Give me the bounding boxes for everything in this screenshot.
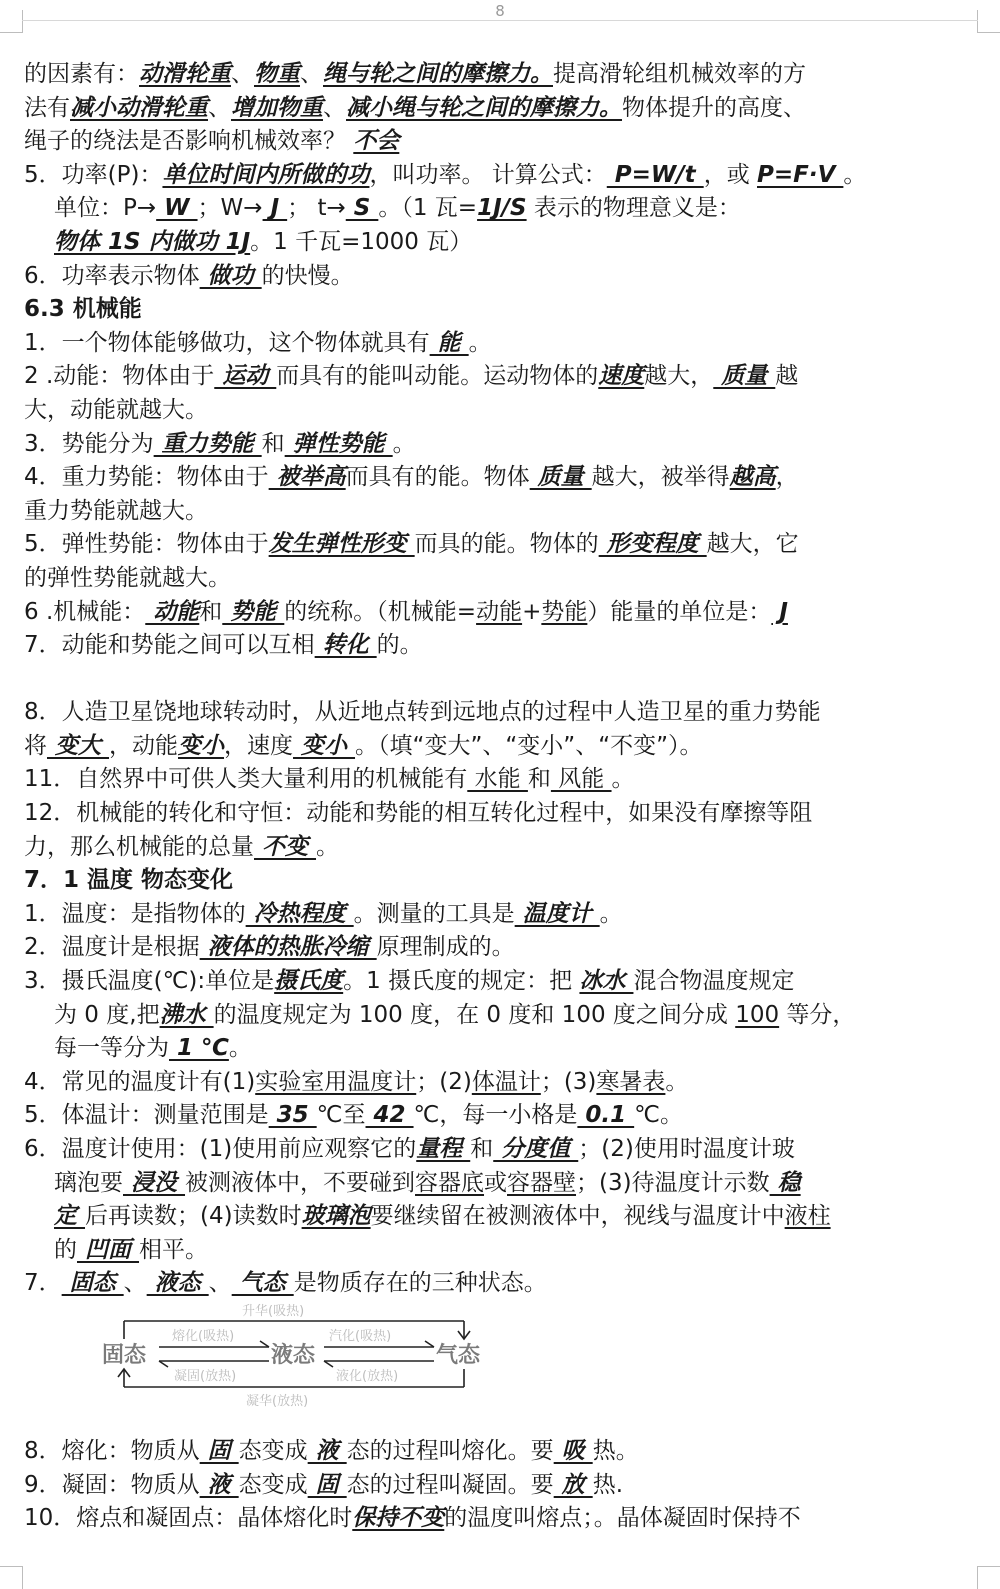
line-text: 的: [54, 1236, 77, 1263]
text-line: [24, 898, 924, 932]
line-text: 6 .机械能：: [24, 598, 146, 625]
answer-text: 变小: [293, 732, 356, 759]
answer-text: W: [156, 195, 198, 222]
text-line: [24, 192, 924, 226]
answer-text: 发生弹性形变: [268, 531, 415, 558]
line-text: 、: [208, 1270, 232, 1297]
line-text: 将: [24, 732, 47, 759]
line-text: 绳子的绕法是否影响机械效率？: [24, 128, 354, 155]
line-text: ； t→: [287, 195, 346, 222]
line-text: ；(3): [540, 1068, 597, 1095]
answer-text: 减小动滑轮重: [70, 94, 208, 121]
text-line: [24, 999, 924, 1033]
answer-text: 运动: [214, 363, 277, 390]
line-text: 7．1 温度 物态变化: [24, 867, 234, 894]
answer-text: 冰水: [579, 968, 634, 995]
line-text: 越大，它: [706, 531, 799, 558]
line-text: 的弹性势能就越大。: [24, 564, 231, 591]
line-text: 而具的能。物体的: [414, 531, 599, 558]
line-text: 。1 千瓦=1000 瓦）: [250, 228, 473, 255]
line-text: 4．常见的温度计有(1): [24, 1068, 256, 1095]
answer-text: 不变: [254, 833, 317, 860]
text-line: [24, 428, 924, 462]
diagram-label-desublimation: 凝华(放热): [246, 1393, 309, 1409]
underlined-text: 容器壁: [507, 1169, 577, 1196]
line-text: 4．重力势能：物体由于: [24, 464, 269, 491]
line-text: ℃，每一小格是: [413, 1102, 578, 1129]
underlined-text: 体温计: [471, 1068, 541, 1095]
line-text: 11．自然界中可供人类大量利用的机械能有: [24, 766, 468, 793]
line-text: 3．势能分为: [24, 430, 154, 457]
line-text: 的温度叫熔点；。晶体凝固时保持不: [444, 1505, 801, 1532]
line-text: 原理制成的。: [376, 934, 515, 961]
line-text: 7．: [24, 1270, 62, 1297]
line-text: 或: [484, 1169, 508, 1196]
diagram-node-solid: 固态: [102, 1342, 147, 1368]
answer-text: 液: [307, 1437, 347, 1464]
underlined-text: 液柱: [784, 1203, 831, 1230]
line-text: 。1 摄氏度的规定：把: [343, 968, 580, 995]
line-text: 热.: [592, 1471, 623, 1498]
text-line: [24, 831, 924, 865]
answer-text: 分度值: [493, 1136, 579, 1162]
line-text: 5．体温计：测量范围是: [24, 1102, 269, 1129]
line-text: 态变成: [238, 1471, 308, 1498]
answer-text: 弹性势能: [284, 430, 393, 457]
answer-text: 固: [307, 1471, 347, 1498]
section-heading: [24, 864, 924, 898]
line-text: ，叫功率。 计算公式：: [369, 161, 607, 188]
line-text: 。: [228, 1035, 252, 1062]
line-text: 而具有的能。物体: [345, 464, 530, 491]
line-text: 6．温度计使用：(1)使用前应观察它的: [24, 1136, 417, 1162]
line-text: ，或: [703, 161, 757, 188]
text-line: [24, 1133, 924, 1167]
answer-text: 冷热程度: [245, 900, 354, 927]
underlined-text: 实验室用温度计: [255, 1068, 417, 1095]
text-line: [24, 495, 924, 529]
answer-text: 动滑轮重: [139, 61, 231, 87]
answer-text: 绳与轮之间的摩擦力。: [323, 61, 553, 87]
answer-text: 能: [429, 329, 469, 356]
text-line: [24, 394, 924, 428]
answer-text: 液: [199, 1471, 239, 1498]
answer-text: 玻璃泡: [301, 1203, 371, 1230]
answer-text: P=F·V: [757, 161, 844, 188]
underlined-text: 100: [735, 1001, 780, 1028]
text-line: [24, 797, 924, 831]
line-text: 。: [392, 430, 416, 457]
line-text: 10．熔点和凝固点：晶体熔化时: [24, 1505, 353, 1532]
line-text: 越大，被举得: [591, 464, 730, 491]
answer-text: 42: [365, 1102, 414, 1129]
text-line: [24, 629, 924, 663]
line-text: 8．人造卫星饶地球转动时，从近地点转到远地点的过程中人造卫星的重力势能: [24, 699, 821, 726]
line-text: 7．动能和势能之间可以互相: [24, 632, 315, 659]
line-text: ，速度: [224, 732, 294, 759]
line-text: 。: [611, 766, 635, 793]
text-line: [24, 1066, 924, 1100]
text-line: [24, 931, 924, 965]
answer-text: 固: [199, 1437, 239, 1464]
answer-text: 稳: [769, 1169, 801, 1196]
text-line: [24, 528, 924, 562]
diagram-node-gas: 气态: [436, 1342, 481, 1368]
diagram-label-solidifying: 凝固(放热): [174, 1368, 237, 1384]
underlined-text: 动能: [476, 598, 523, 625]
line-text: 的。: [376, 632, 423, 659]
line-text: 被测液体中，不要碰到: [185, 1169, 416, 1196]
answer-text: 定: [54, 1203, 86, 1230]
line-text: 法有: [24, 94, 70, 121]
answer-text: 物重: [254, 61, 300, 87]
answer-text: 增加物重: [231, 94, 323, 121]
line-text: 态的过程叫凝固。要: [346, 1471, 554, 1498]
line-text: 物体提升的高度、: [622, 94, 806, 121]
line-text: ，动能: [109, 732, 179, 759]
line-text: 。（填“变大”、“变小”、“不变”）。: [355, 732, 703, 759]
line-text: ；(2)使用时温度计玻: [578, 1136, 795, 1162]
answer-text: 动能: [145, 598, 200, 625]
line-text: ；W→: [197, 195, 263, 222]
diagram-label-sublimation: 升华(吸热): [242, 1303, 305, 1319]
text-line: [24, 1435, 924, 1469]
line-text: 。: [468, 329, 492, 356]
line-text: ；(3)待温度计示数: [576, 1169, 770, 1196]
blank-line: [24, 663, 924, 697]
line-text: 8．熔化：物质从: [24, 1437, 200, 1464]
state-change-diagram: [24, 1301, 924, 1435]
line-text: 、: [123, 1270, 147, 1297]
line-text: 要继续留在被测液体中，视线与温度计中: [370, 1203, 785, 1230]
line-text: 提高滑轮组机械效率的方: [553, 61, 806, 87]
line-text: 混合物温度规定: [633, 968, 795, 995]
line-text: 越: [775, 363, 799, 390]
answer-text: 放: [553, 1471, 593, 1498]
answer-text: 气态: [231, 1270, 294, 1297]
line-text: 9．凝固：物质从: [24, 1471, 200, 1498]
line-text: 态的过程叫熔化。要: [346, 1437, 554, 1464]
answer-text: 形变程度: [598, 531, 707, 558]
line-text: 等分，: [779, 1001, 856, 1028]
line-text: 2 .动能：物体由于: [24, 363, 215, 390]
answer-text: 不会: [353, 128, 400, 155]
page-corner-mark: [977, 1566, 1000, 1589]
line-text: 而具有的能叫动能。运动物体的: [276, 363, 599, 390]
text-line: [24, 1032, 924, 1066]
line-text: 越大，: [644, 363, 714, 390]
answer-text: 越高: [729, 464, 776, 491]
diagram-label-vaporizing: 汽化(吸热): [329, 1328, 392, 1344]
answer-text: S: [345, 195, 379, 222]
text-line: [24, 260, 924, 294]
answer-text: 重力势能: [153, 430, 262, 457]
underlined-text: 寒暑表: [596, 1068, 666, 1095]
diagram-label-liquefying: 液化(放热): [336, 1368, 399, 1384]
answer-text: 变大: [47, 732, 110, 759]
line-text: 。: [665, 1068, 689, 1095]
line-text: 12．机械能的转化和守恒：动能和势能的相互转化过程中，如果没有摩擦等阻: [24, 800, 813, 827]
text-line: [24, 1267, 924, 1301]
text-line: [24, 1200, 924, 1234]
line-text: 的统称。（机械能=: [284, 598, 477, 625]
text-line: [24, 562, 924, 596]
line-text: 和: [470, 1136, 494, 1162]
answer-text: 沸水: [159, 1001, 214, 1028]
line-text: 、: [231, 61, 254, 87]
underlined-text: 势能: [541, 598, 588, 625]
line-text: 的因素有：: [24, 61, 139, 87]
text-line: [24, 125, 924, 159]
answer-text: J: [262, 195, 288, 222]
line-text: 和: [527, 766, 551, 793]
line-text: 每一等分为: [54, 1035, 169, 1062]
text-line: [24, 730, 924, 764]
line-text: 3．摄氏温度(℃):单位是: [24, 968, 275, 995]
page-top-rule: [22, 20, 978, 21]
text-line: [24, 58, 924, 92]
line-text: 璃泡要: [54, 1169, 123, 1196]
line-text: +: [522, 598, 542, 625]
text-line: [24, 1502, 924, 1536]
line-text: 表示的物理意义是：: [526, 195, 741, 222]
line-text: 的温度规定为 100 度，在 0 度和 100 度之间分成: [213, 1001, 736, 1028]
text-line: [24, 327, 924, 361]
answer-text: 1J/S: [477, 195, 527, 222]
answer-text: J: [771, 598, 788, 625]
answer-text: 吸: [553, 1437, 593, 1464]
line-text: 是物质存在的三种状态。: [293, 1270, 547, 1297]
underlined-text: 容器底: [415, 1169, 485, 1196]
answer-text: 质量: [529, 464, 592, 491]
answer-text: 速度: [598, 363, 645, 390]
line-text: 。: [599, 900, 623, 927]
answer-text: 35: [268, 1102, 317, 1129]
line-text: ，: [775, 464, 799, 491]
text-line: [24, 1469, 924, 1503]
line-text: 大，动能就越大。: [24, 396, 208, 423]
text-line: [24, 1234, 924, 1268]
answer-text: 减小绳与轮之间的摩擦力。: [346, 94, 622, 121]
answer-text: 0.1: [577, 1102, 635, 1129]
answer-text: 被举高: [268, 464, 346, 491]
line-text: 重力势能就越大。: [24, 497, 208, 524]
line-text: 、: [208, 94, 231, 121]
text-line: [24, 92, 924, 126]
answer-text: 1 ℃: [169, 1035, 229, 1062]
answer-text: 液体的热胀冷缩: [199, 934, 377, 961]
line-text: ；(2): [416, 1068, 472, 1095]
line-text: 为 0 度,把: [54, 1001, 160, 1028]
answer-text: 温度计: [514, 900, 600, 927]
line-text: 、: [323, 94, 346, 121]
line-text: 的快慢。: [261, 262, 354, 289]
line-text: ℃至: [316, 1102, 366, 1129]
answer-text: 浸没: [123, 1169, 186, 1196]
line-text: 后再读数；(4)读数时: [85, 1203, 302, 1230]
line-text: 、: [300, 61, 323, 87]
answer-text: 固态: [61, 1270, 124, 1297]
line-text: ℃。: [634, 1102, 683, 1129]
text-line: [24, 965, 924, 999]
text-line: [24, 226, 924, 260]
diagram-label-melting: 熔化(吸热): [172, 1328, 235, 1344]
line-text: 单位：P→: [54, 195, 157, 222]
page-corner-mark: [0, 1566, 23, 1589]
answer-text: 凹面: [77, 1236, 140, 1263]
underlined-text: 风能: [550, 766, 612, 793]
text-line: [24, 1099, 924, 1133]
text-line: [24, 360, 924, 394]
answer-text: 摄氏度: [274, 968, 344, 995]
line-text: 。: [316, 833, 340, 860]
answer-text: 势能: [222, 598, 285, 625]
underlined-text: 水能: [467, 766, 528, 793]
line-text: 和: [199, 598, 223, 625]
text-line: [24, 1167, 924, 1201]
answer-text: 变小: [178, 732, 225, 759]
text-line: [24, 596, 924, 630]
line-text: ）能量的单位是：: [587, 598, 772, 625]
line-text: 热。: [592, 1437, 639, 1464]
text-line: [24, 763, 924, 797]
line-text: 。测量的工具是: [353, 900, 515, 927]
line-text: 力，那么机械能的总量: [24, 833, 254, 860]
line-text: 2．温度计是根据: [24, 934, 200, 961]
text-line: [24, 461, 924, 495]
text-line: [24, 696, 924, 730]
diagram-node-liquid: 液态: [271, 1342, 316, 1368]
answer-text: 转化: [314, 632, 377, 659]
document-body: [24, 58, 924, 1536]
answer-text: 物体 1S 内做功 1J: [54, 228, 251, 255]
answer-text: 量程: [416, 1136, 471, 1162]
line-text: 1．温度：是指物体的: [24, 900, 246, 927]
answer-text: 液态: [146, 1270, 209, 1297]
line-text: 5．弹性势能：物体由于: [24, 531, 269, 558]
state-change-diagram-svg: [24, 1301, 584, 1435]
line-text: 。（1 瓦=: [378, 195, 478, 222]
line-text: 和: [261, 430, 285, 457]
line-text: 态变成: [238, 1437, 308, 1464]
line-text: 。: [843, 161, 867, 188]
line-text: 5．功率(P)：: [24, 161, 163, 188]
page-number: 8: [495, 2, 505, 20]
section-heading: [24, 293, 924, 327]
answer-text: 做功: [199, 262, 262, 289]
line-text: 6．功率表示物体: [24, 262, 200, 289]
answer-text: P=W/t: [606, 161, 704, 188]
answer-text: 保持不变: [352, 1505, 445, 1532]
line-text: 1．一个物体能够做功，这个物体就具有: [24, 329, 430, 356]
text-line: [24, 159, 924, 193]
answer-text: 质量: [713, 363, 776, 390]
answer-text: 单位时间内所做的功: [162, 161, 370, 188]
line-text: 6.3 机械能: [24, 296, 142, 323]
line-text: 相平。: [139, 1236, 209, 1263]
